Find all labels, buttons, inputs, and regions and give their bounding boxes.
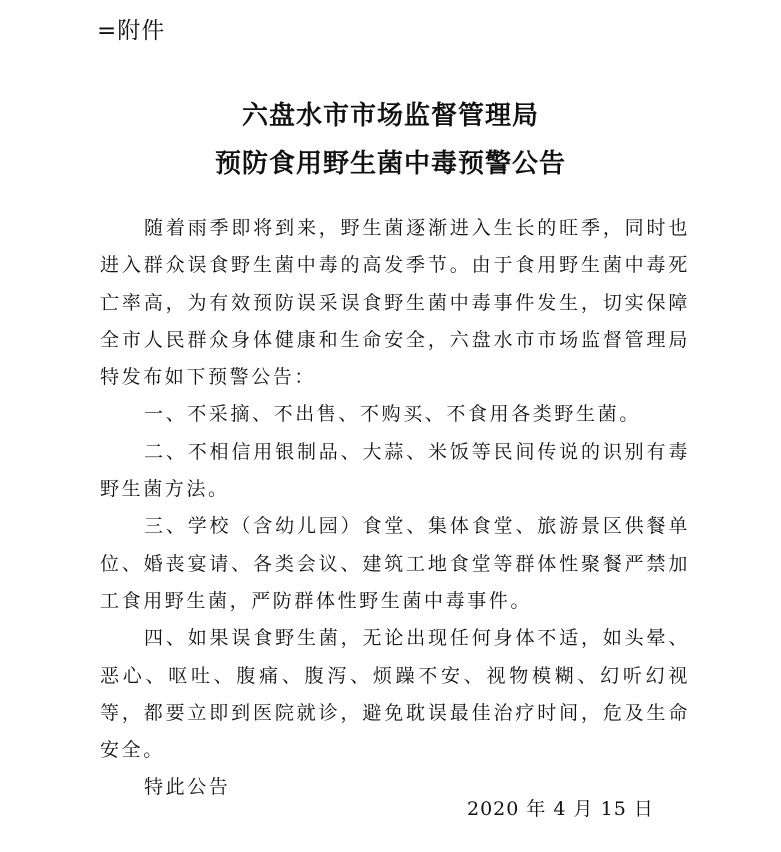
item-4-paragraph: 四、如果误食野生菌，无论出现任何身体不适，如头晕、恶心、呕吐、腹痛、腹泻、烦躁不安、视物模糊、幻听幻视等，都要立即到医院就诊，避免耽误最佳治疗时间，危及生命安全。 — [100, 627, 690, 762]
document-title-line-1: 六盘水市市场监督管理局 — [241, 101, 539, 131]
document-title-line-2: 预防食用野生菌中毒预警公告 — [214, 149, 566, 179]
item-1-paragraph: 一、不采摘、不出售、不购买、不食用各类野生菌。 — [144, 403, 641, 426]
attachment-label: =附件 — [97, 18, 166, 44]
closing-paragraph: 特此公告 — [144, 776, 231, 799]
item-3-paragraph: 三、学校（含幼儿园）食堂、集体食堂、旅游景区供餐单位、婚丧宴请、各类会议、建筑工地食堂等群体性聚餐严禁加工食用野生菌，严防群体性野生菌中毒事件。 — [100, 515, 690, 612]
document-body — [100, 210, 690, 807]
document-date: 2020 年 4 月 15 日 — [467, 798, 654, 820]
intro-paragraph: 随着雨季即将到来，野生菌逐渐进入生长的旺季，同时也进入群众误食野生菌中毒的高发季节。由于食用野生菌中毒死亡率高，为有效预防误采误食野生菌中毒事件发生，切实保障全市人民群众身体健康和生命安全，六盘水市市场监督管理局特发布如下预警公告： — [100, 217, 690, 389]
item-2-paragraph: 二、不相信用银制品、大蒜、米饭等民间传说的识别有毒野生菌方法。 — [100, 440, 690, 501]
